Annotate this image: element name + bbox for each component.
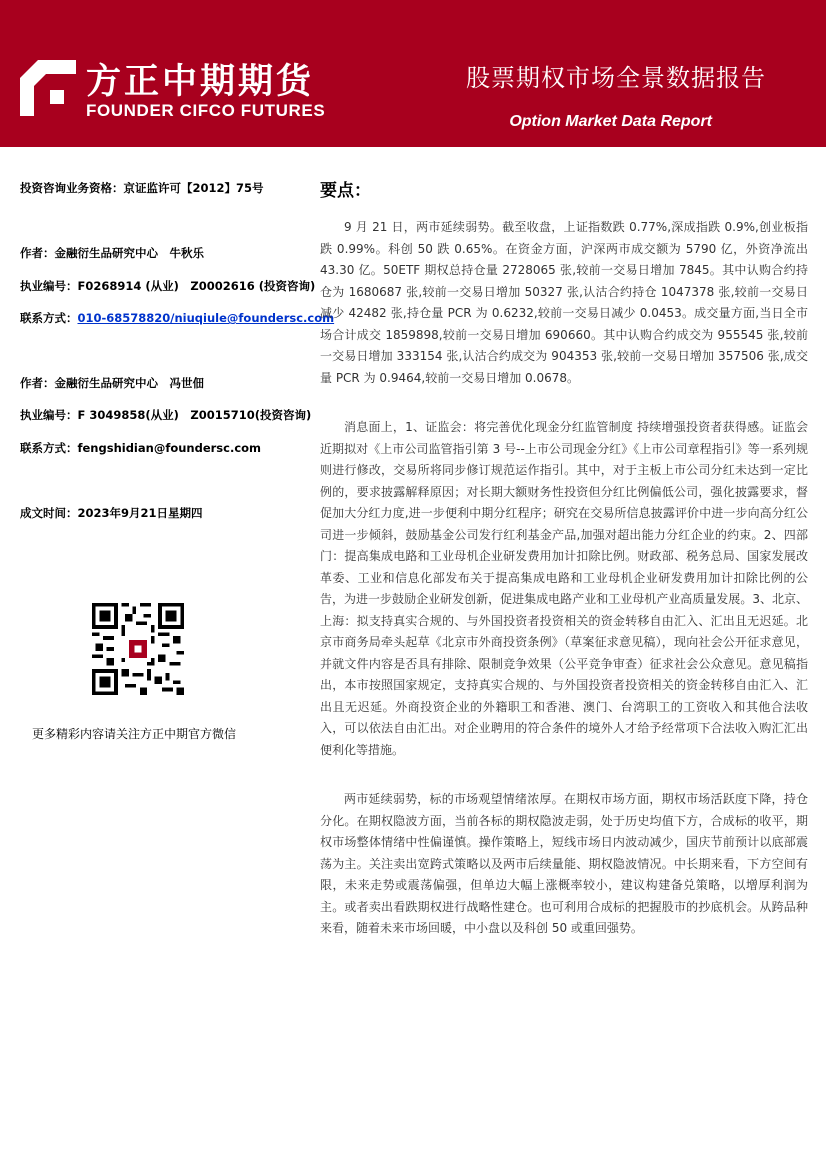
- report-title: 股票期权市场全景数据报告: [466, 64, 766, 92]
- market-summary-paragraph: 9 月 21 日，两市延续弱势。截至收盘，上证指数跌 0.77%,深成指跌 0.9%,创业板指跌 0.99%。科创 50 跌 0.65%。在资金方面，沪深两市成交额为 5790 亿，外资净流出 43.30 亿。50ETF 期权总持仓量 2728065 张,较前一交易日增加 7845。其中认购合约持仓为 1680687 张,较前一交易日增加 50327 张,认沽合约持仓 1047378 张,较前一交易日减少 42482 张,持仓量 PCR 为 0.6232,较前一交易日减少 0.0453。成交量方面,当日全市场合计成交 1859898,较前一交易日增加 690660。其中认购合约成交为 955545 张,较前一交易日增加 333154 张,认沽合约成交为 904353 张,较前一交易日增加 357506 张,成交量 PCR 为 0.9464,较前一交易日增加 0.0678。: [320, 220, 808, 385]
- logo-english-name: FOUNDER CIFCO FUTURES: [86, 101, 326, 120]
- cert1-line: 执业编号：F0268914 (从业) Z0002616 (投资咨询): [20, 279, 316, 293]
- qr-caption: 更多精彩内容请关注方正中期官方微信: [32, 727, 237, 741]
- date-line: 成文时间：2023年9月21日星期四: [20, 506, 203, 520]
- founder-logo-icon: [20, 60, 76, 116]
- strategy-paragraph: 两市延续弱势，标的市场观望情绪浓厚。在期权市场方面，期权市场活跃度下降，持仓分化。在期权隐波方面，当前各标的期权隐波走弱，处于历史均值下方，合成标的收平，期权市场整体情绪中性偏谨慎。操作策略上，短线市场日内波动减少，国庆节前预计以底部震荡为主。关注卖出宽跨式策略以及两市后续量能、期权隐波情况。中长期来看，下方空间有限，未来走势或震荡偏强，但单边大幅上涨概率较小，建议构建备兑策略，以增厚利润为主。或者卖出看跌期权进行战略性建仓。也可利用合成标的把握股市的抄底机会。从跨品种来看，随着未来市场回暖，中小盘以及科创 50 或重回强势。: [320, 792, 808, 935]
- news-paragraph: 消息面上，1、证监会：将完善优化现金分红监管制度 持续增强投资者获得感。证监会近期拟对《上市公司监管指引第 3 号--上市公司现金分红》《上市公司章程指引》等一系列规则进行修改，交易所将同步修订规范运作指引。其中，对于主板上市公司分红未达到一定比例的，要求披露解释原因；对长期大额财务性投资但分红比例偏低公司，强化披露要求，督促加大分红力度,进一步便利中期分红程序；研究在交易所信息披露评价中进一步向高分红公司进一步倾斜，鼓励基金公司发行红利基金产品,加强对超出能力分红企业的约束。2、四部门：提高集成电路和工业母机企业研发费用加计扣除比例。财政部、税务总局、国家发展改革委、工业和信息化部发布关于提高集成电路和工业母机企业研发费用加计扣除比例的公告，为进一步鼓励企业研发创新，促进集成电路产业和工业母机产业高质量发展。3、北京、上海：拟支持真实合规的、与外国投资者投资相关的资金转移自由汇入、汇出且无迟延。北京市商务局牵头起草《北京市外商投资条例》（草案征求意见稿），现向社会公开征求意见，并就文件内容是否具有排除、限制竞争效果（公平竞争审查）征求社会公众意见。意见稿指出，本市按照国家规定，支持真实合规的、与外国投资者投资相关的资金转移自由汇入、汇出且无迟延。外商投资企业的外籍职工和香港、澳门、台湾职工的工资收入和其他合法收入，可以依法自由汇出。对企业聘用的符合条件的境外人才给予经常项下合法收入购汇汇出便利化等措施。: [320, 420, 808, 757]
- contact2-line: 联系方式：fengshidian@foundersc.com: [20, 441, 262, 455]
- report-subtitle: Option Market Data Report: [509, 113, 712, 130]
- wechat-qr-code: [92, 603, 184, 695]
- logo-chinese-name: 方正中期期货: [86, 62, 315, 102]
- cert2-line: 执业编号：F 3049858(从业) Z0015710(投资咨询): [20, 408, 312, 422]
- author2-line: 作者：金融衍生品研究中心 冯世佃: [20, 376, 204, 390]
- license-line: 投资咨询业务资格：京证监许可【2012】75号: [20, 181, 264, 195]
- contact1-line: [20, 310, 334, 326]
- main-content: [320, 176, 808, 968]
- contact1-email-link[interactable]: 010-68578820/niuqiule@foundersc.com: [77, 311, 335, 325]
- header-banner: [0, 0, 826, 147]
- key-points-heading: 要点：: [320, 181, 371, 201]
- contact1-label: 联系方式：: [20, 311, 78, 325]
- author1-line: 作者：金融衍生品研究中心 牛秋乐: [20, 246, 204, 260]
